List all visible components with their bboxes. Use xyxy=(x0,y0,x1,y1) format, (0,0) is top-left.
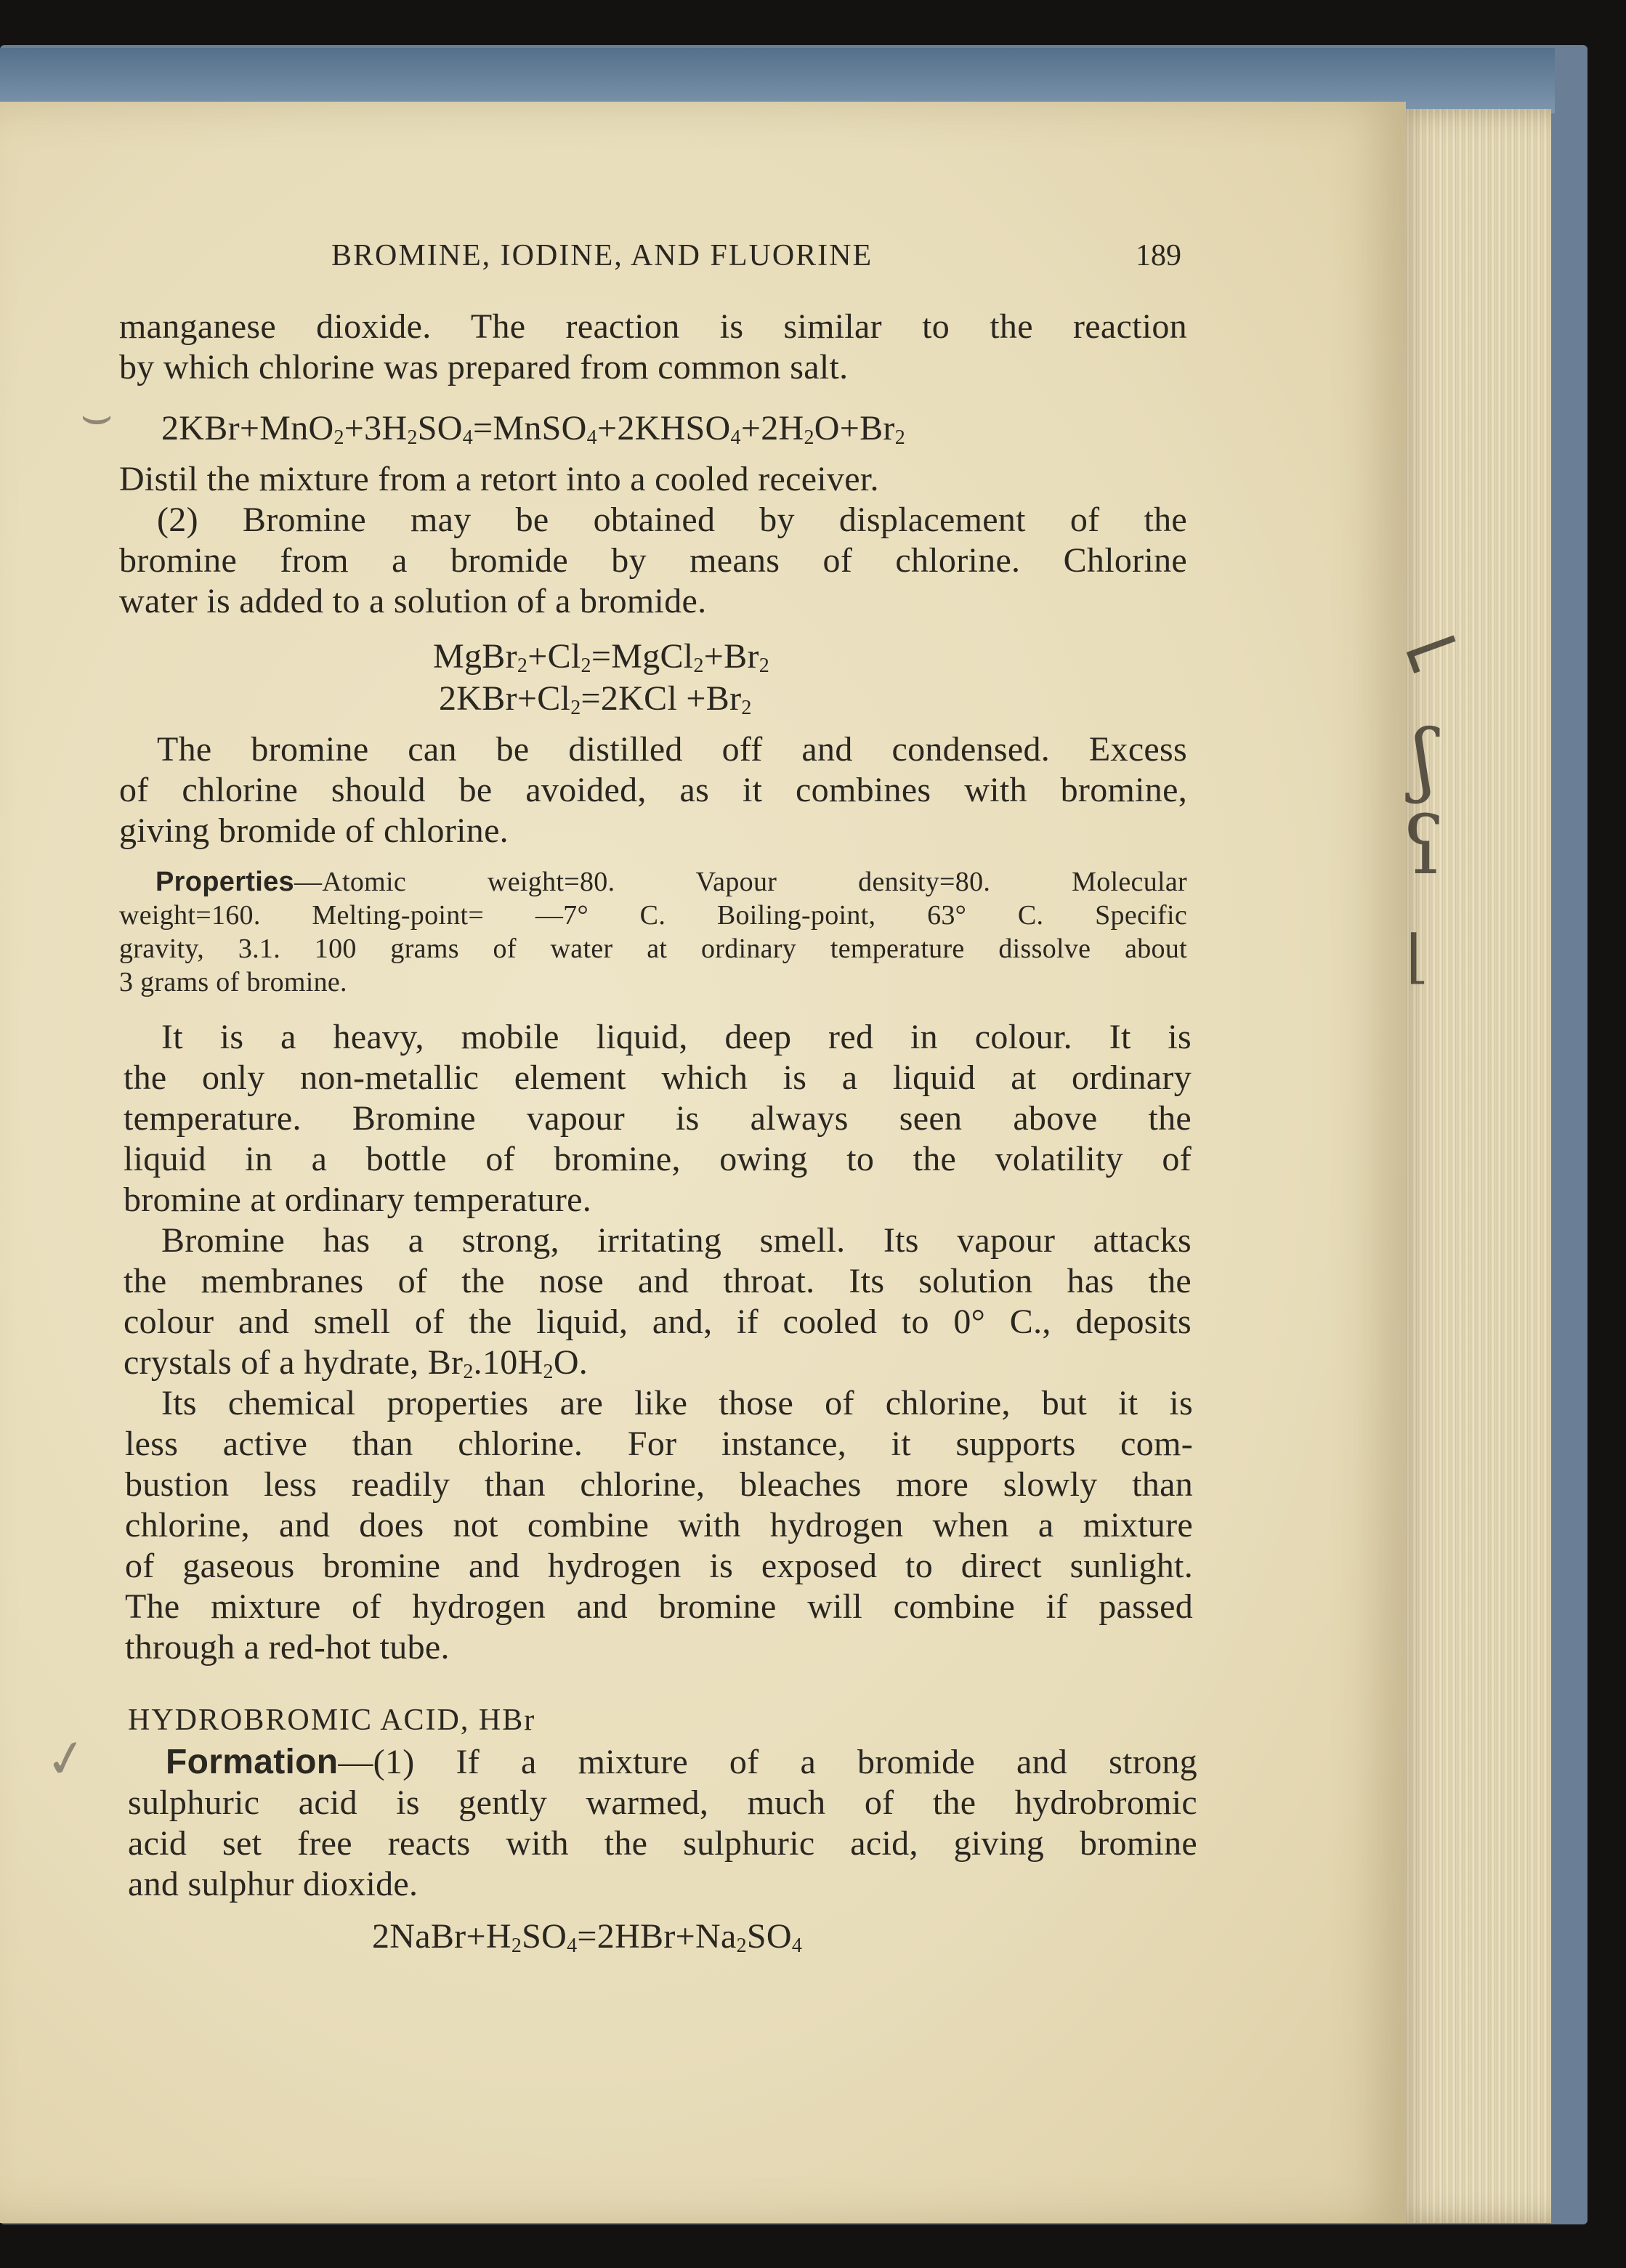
text-line: The bromine can be distilled off and condensed. Excess xyxy=(157,730,1187,769)
text-line: The mixture of hydrogen and bromine will combine if passed xyxy=(125,1587,1193,1626)
text-line: temperature. Bromine vapour is always seen above the xyxy=(124,1099,1192,1138)
text-line: bustion less readily than chlorine, bleaches more slowly than xyxy=(125,1465,1193,1504)
margin-pencil-marks: ⌐ ʃ ʕ ⌊ xyxy=(1384,594,1480,990)
section-heading: HYDROBROMIC ACID, HBr xyxy=(128,1704,536,1737)
text-line: liquid in a bottle of bromine, owing to the volatility of xyxy=(124,1140,1192,1178)
text-line: chlorine, and does not combine with hydrogen when a mixture xyxy=(125,1506,1193,1544)
properties-label: Properties xyxy=(155,867,294,897)
text-line: manganese dioxide. The reaction is similar to the reaction xyxy=(119,307,1187,346)
equation: $2KBr+Cl_2=2KCl +Br_2$ xyxy=(439,679,752,719)
properties-line: Properties—Atomic weight=80. Vapour density=80. Molecular xyxy=(155,867,1187,897)
text-line: sulphuric acid is gently warmed, much of the hydrobromic xyxy=(128,1783,1197,1822)
text-line: Its chemical properties are like those of chlorine, but it is xyxy=(161,1384,1193,1422)
text-line: Distil the mixture from a retort into a cooled receiver. xyxy=(119,460,879,498)
equation: $2KBr+MnO_2+3H_2SO_4=MnSO_4+2KHSO_4+2H_2O+Br_2$ xyxy=(161,409,906,449)
text-line: It is a heavy, mobile liquid, deep red in colour. It is xyxy=(161,1018,1192,1056)
text-line: Bromine has a strong, irritating smell. Its vapour attacks xyxy=(161,1221,1192,1260)
text-line: of chlorine should be avoided, as it combines with bromine, xyxy=(119,771,1187,809)
properties-line: weight=160. Melting-point= —7° C. Boiling-point, 63° C. Specific xyxy=(119,900,1187,931)
equation: $2NaBr+H_2SO_4=2HBr+Na_2SO_4$ xyxy=(372,1917,803,1957)
text-line: the membranes of the nose and throat. Its solution has the xyxy=(124,1262,1192,1300)
text-line: crystals of a hydrate, $Br_2.10H_2O$. xyxy=(124,1343,588,1383)
text-line: (2) Bromine may be obtained by displacement of the xyxy=(157,501,1187,539)
text-line: less active than chlorine. For instance, it supports com- xyxy=(125,1425,1193,1463)
formation-label: Formation xyxy=(166,1743,339,1781)
text-line: acid set free reacts with the sulphuric acid, giving bromine xyxy=(128,1824,1197,1863)
pencil-check-mark: ⌣ xyxy=(80,385,114,445)
page-number: 189 xyxy=(1136,239,1181,272)
text-line: bromine from a bromide by means of chlorine. Chlorine xyxy=(119,541,1187,580)
text-line: the only non-metallic element which is a liquid at ordinary xyxy=(124,1058,1192,1097)
text-line: and sulphur dioxide. xyxy=(128,1865,418,1903)
running-header: BROMINE, IODINE, AND FLUORINE xyxy=(331,239,873,272)
properties-line: gravity, 3.1. 100 grams of water at ordinary temperature dissolve about xyxy=(119,933,1187,964)
text-line: water is added to a solution of a bromide. xyxy=(119,582,707,620)
text-line: giving bromide of chlorine. xyxy=(119,811,509,850)
text-line: colour and smell of the liquid, and, if cooled to 0° C., deposits xyxy=(124,1303,1192,1341)
text-line: Formation—(1) If a mixture of a bromide and strong xyxy=(166,1743,1197,1781)
properties-line: 3 grams of bromine. xyxy=(119,967,347,997)
text-line: through a red-hot tube. xyxy=(125,1628,450,1666)
text-line: of gaseous bromine and hydrogen is exposed to direct sunlight. xyxy=(125,1547,1193,1585)
pencil-check-mark: ✓ xyxy=(40,1725,93,1792)
equation: $MgBr_2+Cl_2=MgCl_2+Br_2$ xyxy=(433,637,770,677)
text-line: by which chlorine was prepared from common salt. xyxy=(119,348,849,386)
text-line: bromine at ordinary temperature. xyxy=(124,1180,592,1219)
